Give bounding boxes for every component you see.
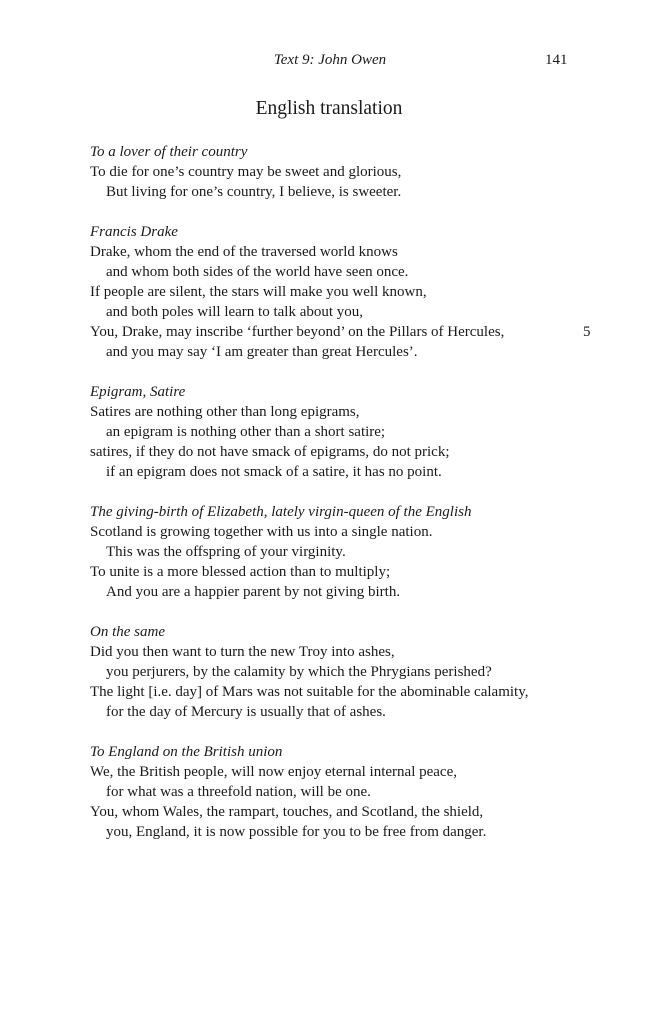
poem-line-numbered (90, 322, 610, 342)
poem-line: an epigram is nothing other than a short satire; (106, 424, 386, 440)
poem-line: We, the British people, will now enjoy eternal internal peace, (90, 764, 458, 780)
poem-line: And you are a happier parent by not giving birth. (106, 584, 401, 600)
poem-list (90, 142, 610, 862)
poem-line: you, England, it is now possible for you to be free from danger. (106, 824, 487, 840)
poem-title: Epigram, Satire (90, 384, 186, 400)
page-number: 141 (545, 52, 568, 68)
poem-line: if an epigram does not smack of a satire, it has no point. (106, 464, 442, 480)
poem-line: Did you then want to turn the new Troy into ashes, (90, 644, 395, 660)
poem-title: Francis Drake (90, 224, 178, 240)
poem-line: This was the offspring of your virginity. (106, 544, 346, 560)
poem-line: Scotland is growing together with us into a single nation. (90, 524, 433, 540)
poem-line-text: You, Drake, may inscribe ‘further beyond’ on the Pillars of Hercules, (90, 324, 505, 340)
poem (90, 742, 610, 842)
poem-line: Satires are nothing other than long epigrams, (90, 404, 360, 420)
poem-line: and you may say ‘I am greater than great Hercules’. (106, 344, 418, 360)
poem-line: for the day of Mercury is usually that of ashes. (106, 704, 386, 720)
poem-line: Drake, whom the end of the traversed world knows (90, 244, 398, 260)
poem-line: But living for one’s country, I believe, is sweeter. (106, 184, 402, 200)
poem-line: and both poles will learn to talk about you, (106, 304, 364, 320)
running-head (0, 52, 650, 72)
poem-title: On the same (90, 624, 165, 640)
poem-line: satires, if they do not have smack of epigrams, do not prick; (90, 444, 450, 460)
poem-line: To unite is a more blessed action than to multiply; (90, 564, 391, 580)
poem-line: you perjurers, by the calamity by which the Phrygians perished? (106, 664, 492, 680)
poem-line: and whom both sides of the world have seen once. (106, 264, 409, 280)
poem (90, 222, 610, 362)
poem (90, 382, 610, 482)
poem-line: The light [i.e. day] of Mars was not suitable for the abominable calamity, (90, 684, 529, 700)
poem-title: To England on the British union (90, 744, 283, 760)
poem-title: To a lover of their country (90, 144, 248, 160)
poem-line: You, whom Wales, the rampart, touches, and Scotland, the shield, (90, 804, 484, 820)
section-heading: English translation (255, 98, 403, 119)
line-number: 5 (583, 324, 591, 340)
poem (90, 622, 610, 722)
poem-line: If people are silent, the stars will make you well known, (90, 284, 427, 300)
running-title: Text 9: John Owen (273, 52, 387, 68)
poem-title: The giving-birth of Elizabeth, lately virgin-queen of the English (90, 504, 472, 520)
poem-line: To die for one’s country may be sweet and glorious, (90, 164, 402, 180)
poem-line: for what was a threefold nation, will be one. (106, 784, 371, 800)
poem (90, 502, 610, 602)
poem (90, 142, 610, 202)
